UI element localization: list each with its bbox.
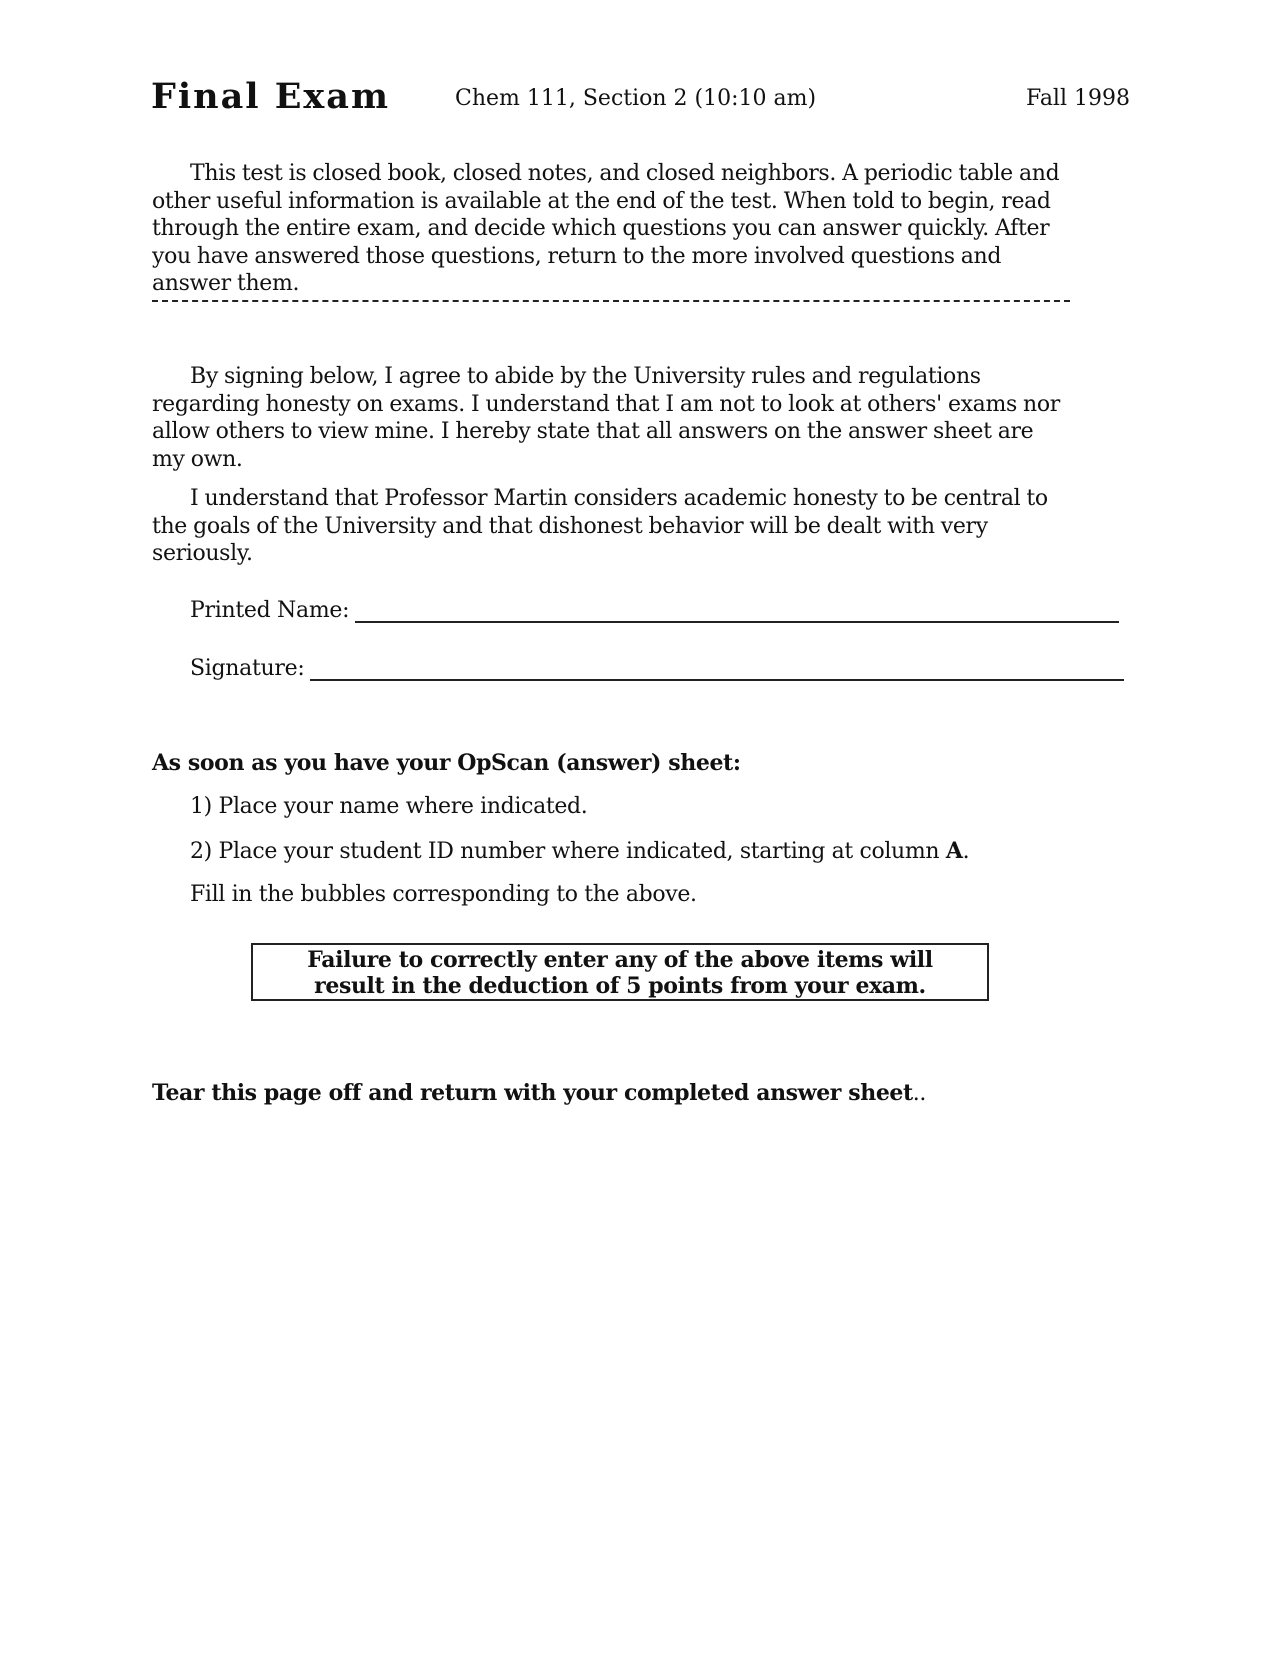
- honesty-line: I understand that Professor Martin considers academic honesty to be central to: [190, 486, 1048, 511]
- deduction-warning-box: [251, 943, 989, 1001]
- page-title: Final Exam: [151, 76, 391, 117]
- signature-row: [190, 656, 1124, 681]
- intro-line: answer them.: [152, 271, 300, 296]
- honesty-paragraph-2: [152, 485, 1132, 568]
- tear-text: Tear this page off and return with your completed answer sheet: [152, 1080, 913, 1106]
- tear-off-instruction: [152, 1080, 926, 1106]
- honesty-line: the goals of the University and that dishonest behavior will be dealt with very: [152, 513, 988, 539]
- fill-bubbles-note: Fill in the bubbles corresponding to the above.: [190, 882, 697, 907]
- printed-name-label: Printed Name:: [190, 598, 350, 623]
- course-info: Chem 111, Section 2 (10:10 am): [455, 86, 817, 111]
- instruction-step-2: [190, 838, 969, 864]
- intro-line: you have answered those questions, return to the more involved questions and: [152, 243, 1002, 269]
- signature-field[interactable]: [310, 657, 1124, 681]
- column-letter: A: [945, 838, 963, 864]
- honesty-line: allow others to view mine. I hereby state that all answers on the answer sheet are: [152, 419, 1034, 444]
- honesty-paragraph-1: [152, 363, 1132, 473]
- step-2-text: 2) Place your student ID number where indicated, starting at column: [190, 839, 946, 864]
- term-label: Fall 1998: [1026, 86, 1130, 111]
- intro-line: through the entire exam, and decide which questions you can answer quickly. After: [152, 216, 1050, 241]
- honesty-line: By signing below, I agree to abide by the University rules and regulations: [190, 364, 981, 389]
- intro-line: other useful information is available at the end of the test. When told to begin, read: [152, 188, 1051, 214]
- honesty-line: my own.: [152, 446, 243, 472]
- tear-tail: ..: [912, 1081, 926, 1106]
- signature-label: Signature:: [190, 656, 305, 681]
- intro-paragraph: [152, 160, 1132, 298]
- dashed-divider: [152, 300, 1070, 304]
- intro-line: This test is closed book, closed notes, and closed neighbors. A periodic table and: [190, 161, 1060, 186]
- printed-name-field[interactable]: [355, 599, 1119, 623]
- honesty-line: seriously.: [152, 541, 253, 566]
- honesty-line: regarding honesty on exams. I understand that I am not to look at others' exams nor: [152, 391, 1060, 417]
- instruction-step-1: 1) Place your name where indicated.: [190, 794, 588, 819]
- warning-line: result in the deduction of 5 points from your exam.: [314, 973, 926, 999]
- step-2-suffix: .: [962, 839, 970, 864]
- opscan-heading: As soon as you have your OpScan (answer) sheet:: [152, 750, 741, 776]
- printed-name-row: [190, 598, 1119, 623]
- warning-line: Failure to correctly enter any of the above items will: [307, 947, 933, 973]
